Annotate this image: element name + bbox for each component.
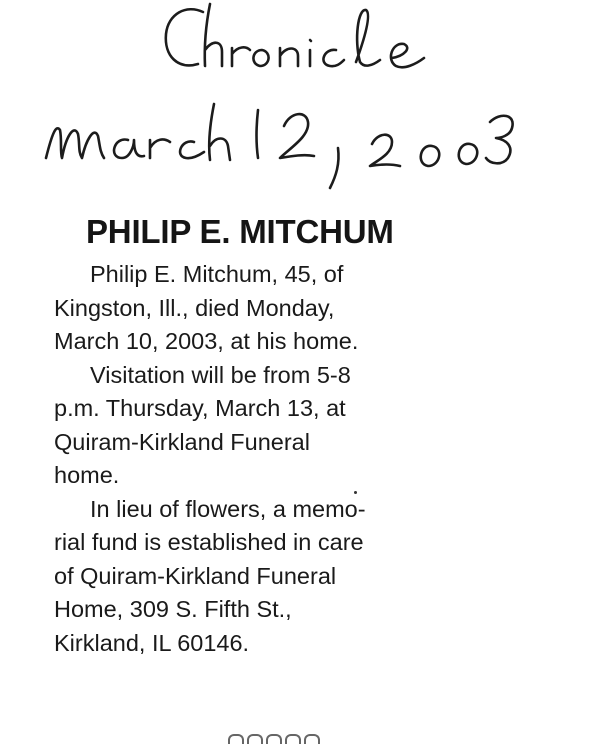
obituary-line: Kirkland, IL 60146. [54,629,250,656]
handwriting-drawing [0,0,591,200]
obituary-text [54,258,434,660]
scan-speck [354,491,357,494]
obituary-line: March 10, 2003, at his home. [54,328,359,354]
obituary-line: p.m. Thursday, March 13, at [54,395,346,421]
cropped-text-fragment [228,734,338,744]
handwritten-annotation [0,0,591,200]
obituary-line: Kingston, Ill., died Monday, [54,294,335,321]
obituary-line: rial fund is established in care [54,529,364,555]
obituary-line: of Quiram-Kirkland Funeral [54,562,337,589]
obituary-line: Quiram-Kirkland Funeral [54,428,310,455]
obituary-line: Philip E. Mitchum, 45, of [90,261,344,287]
obituary-line: Visitation will be from 5-8 [90,361,351,388]
obituary-headline: PHILIP E. MITCHUM [86,213,394,250]
obituary-line: home. [54,462,120,488]
obituary-line: Home, 309 S. Fifth St., [54,596,292,622]
handwritten-date [46,104,513,188]
handwritten-publication-name [166,4,424,67]
obituary-line: In lieu of flowers, a memo- [90,495,366,522]
